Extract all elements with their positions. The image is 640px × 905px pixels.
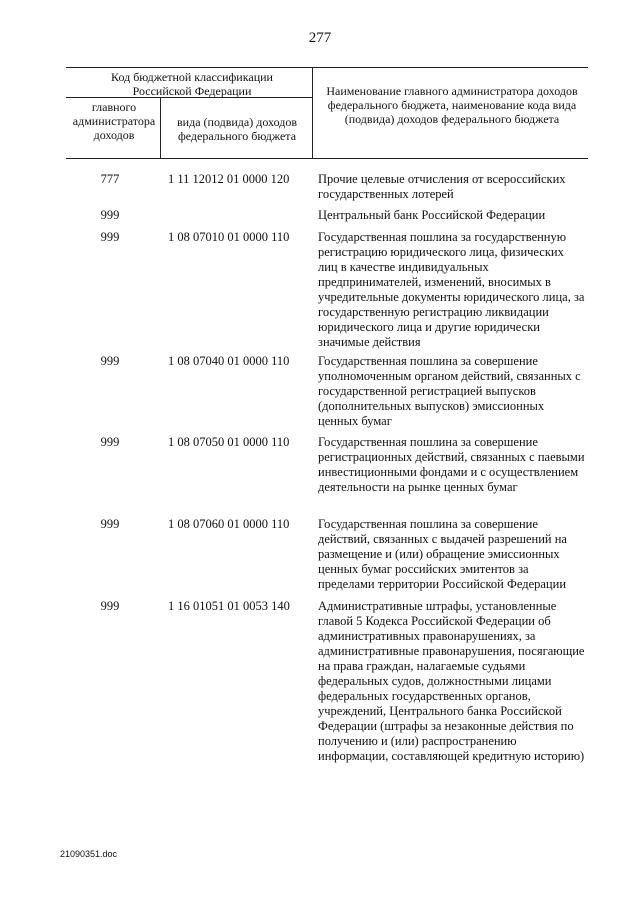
- cell-admin-code: 999: [100, 208, 120, 222]
- cell-admin-code: 999: [100, 517, 120, 531]
- cell-name: Государственная пошлина за совершение уполномоченным органом действий, связанных с государственной регистрацией выпусков (дополнительных выпусков) эмиссионных ценных бумаг: [318, 354, 581, 428]
- cell-name: Прочие целевые отчисления от всероссийских государственных лотерей: [318, 172, 566, 201]
- cell-name: Государственная пошлина за совершение регистрационных действий, связанных с паевыми инвестиционными фондами и с осуществлением деятельности на рынке ценных бумаг: [318, 435, 585, 494]
- cell-name: Государственная пошлина за совершение действий, связанных с выдачей разрешений на размещение и (или) обращение эмиссионных ценных бумаг российских эмитентов за пределами территории Российской Федерации: [318, 517, 567, 591]
- cell-income-code: 1 08 07010 01 0000 110: [168, 230, 290, 244]
- header-divider-sub: [160, 97, 161, 158]
- cell-income-code: 1 08 07040 01 0000 110: [168, 354, 290, 368]
- cell-name: Административные штрафы, установленные главой 5 Кодекса Российской Федерации об административных правонарушениях, за административные правонарушения, посягающие на права граждан, налагаемые судьями федеральных судов, должностными лицами федеральных государственных органов, учреждений, Центрального банка Российской Федерации (штрафы за незаконные действия по получению и (или) распространению информации, составляющей кредитную историю): [318, 599, 585, 763]
- page-number: 277: [308, 30, 332, 46]
- header-bottom-border: [66, 158, 588, 159]
- cell-income-code: 1 08 07060 01 0000 110: [168, 517, 290, 531]
- header-group-title: Код бюджетной классификации Российской Федерации: [111, 70, 273, 98]
- header-top-border: [66, 67, 588, 68]
- cell-admin-code: 777: [100, 172, 120, 186]
- cell-admin-code: 999: [100, 230, 120, 244]
- cell-name: Государственная пошлина за государственную регистрацию юридического лица, физических лиц в качестве индивидуальных предпринимателей, изменений, вносимых в учредительные документы юридического лица, за государственную регистрацию ликвидации юридического лица и другие юридически значимые действия: [318, 230, 585, 349]
- header-col-admin: главного администратора доходов: [72, 100, 156, 142]
- cell-income-code: 1 11 12012 01 0000 120: [168, 172, 290, 186]
- cell-income-code: 1 08 07050 01 0000 110: [168, 435, 290, 449]
- cell-admin-code: 999: [100, 435, 120, 449]
- document-filename: 21090351.doc: [60, 849, 118, 859]
- cell-admin-code: 999: [100, 354, 120, 368]
- cell-income-code: 1 16 01051 01 0053 140: [168, 599, 290, 613]
- header-col-code: вида (подвида) доходов федерального бюджета: [177, 115, 297, 143]
- cell-admin-code: 999: [100, 599, 120, 613]
- header-divider-main: [312, 67, 313, 158]
- header-col-name: Наименование главного администратора доходов федерального бюджета, наименование кода вида (подвида) доходов федерального бюджета: [326, 84, 578, 126]
- cell-name: Центральный банк Российской Федерации: [318, 208, 546, 222]
